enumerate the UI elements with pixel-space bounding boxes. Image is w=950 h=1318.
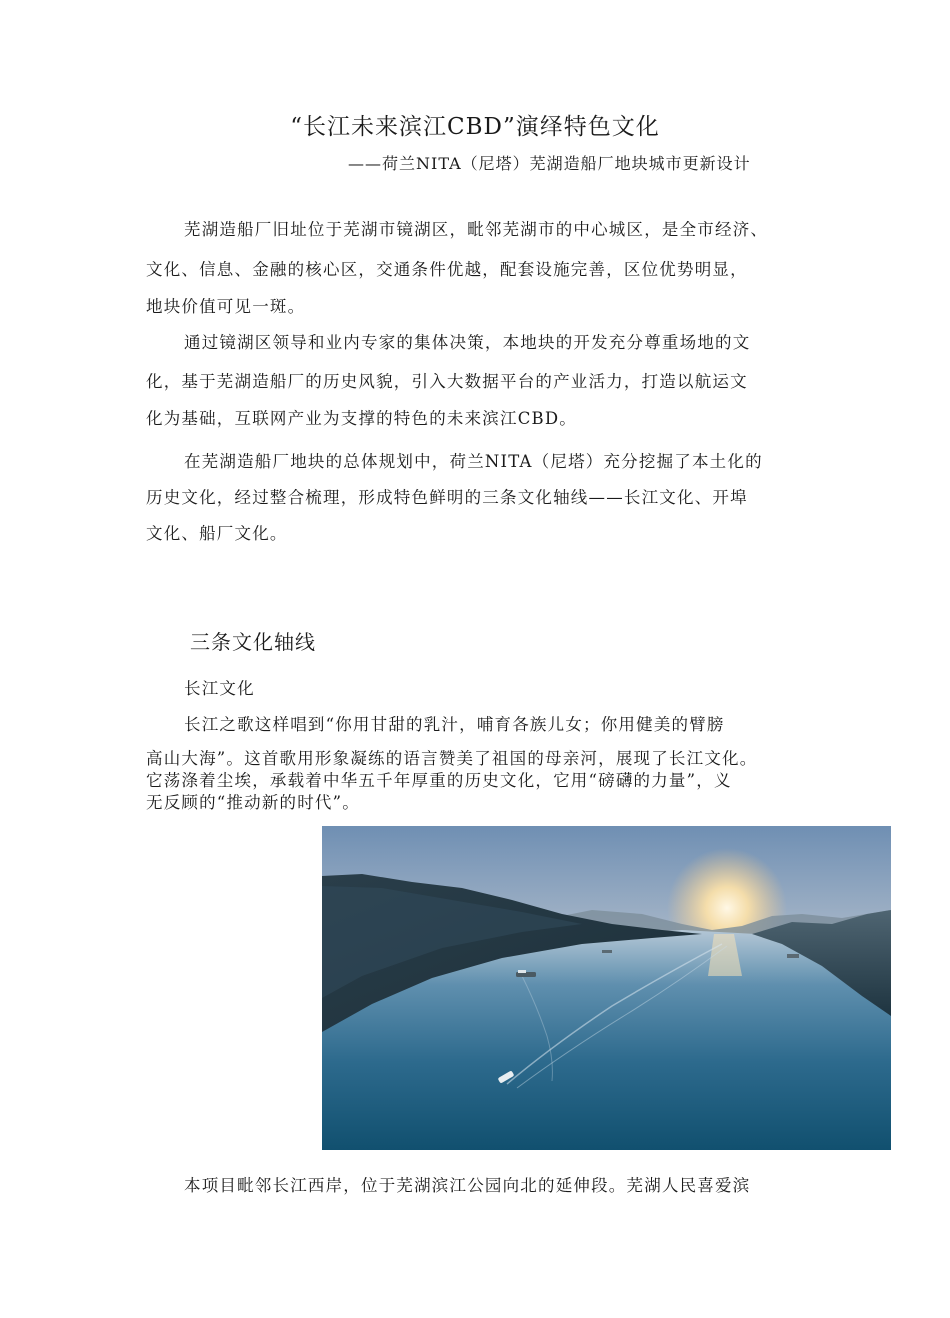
paragraph-line: 长江之歌这样唱到“你用甘甜的乳汁，哺育各族儿女；你用健美的臂膀 — [184, 715, 725, 734]
paragraph-line: 高山大海”。这首歌用形象凝练的语言赞美了祖国的母亲河，展现了长江文化。 — [146, 749, 758, 768]
paragraph-line: 化，基于芜湖造船厂的历史风貌，引入大数据平台的产业活力，打造以航运文 — [146, 372, 748, 391]
paragraph-line: 文化、信息、金融的核心区，交通条件优越，配套设施完善，区位优势明显， — [146, 260, 748, 279]
paragraph-line: 它荡涤着尘埃，承载着中华五千年厚重的历史文化，它用“磅礴的力量”，义 — [146, 771, 732, 790]
yangtze-river-photo — [322, 826, 891, 1150]
paragraph-line: 芜湖造船厂旧址位于芜湖市镜湖区，毗邻芜湖市的中心城区，是全市经济、 — [184, 220, 769, 239]
document-subtitle: ——荷兰NITA（尼塔）芜湖造船厂地块城市更新设计 — [348, 154, 751, 173]
paragraph-line: 在芜湖造船厂地块的总体规划中，荷兰NITA（尼塔）充分挖掘了本土化的 — [184, 452, 763, 471]
document-title: “长江未来滨江CBD”演绎特色文化 — [290, 114, 660, 140]
paragraph-line: 化为基础，互联网产业为支撑的特色的未来滨江CBD。 — [146, 409, 577, 428]
section-title: 三条文化轴线 — [190, 630, 316, 654]
paragraph-line: 通过镜湖区领导和业内专家的集体决策，本地块的开发充分尊重场地的文 — [184, 333, 751, 352]
paragraph-line: 本项目毗邻长江西岸，位于芜湖滨江公园向北的延伸段。芜湖人民喜爱滨 — [184, 1176, 751, 1195]
subsection-title: 长江文化 — [184, 679, 255, 698]
paragraph-line: 文化、船厂文化。 — [146, 524, 288, 543]
paragraph-line: 地块价值可见一斑。 — [146, 297, 306, 316]
paragraph-line: 历史文化，经过整合梳理，形成特色鲜明的三条文化轴线——长江文化、开埠 — [146, 488, 748, 507]
paragraph-line: 无反顾的“推动新的时代”。 — [146, 793, 360, 812]
